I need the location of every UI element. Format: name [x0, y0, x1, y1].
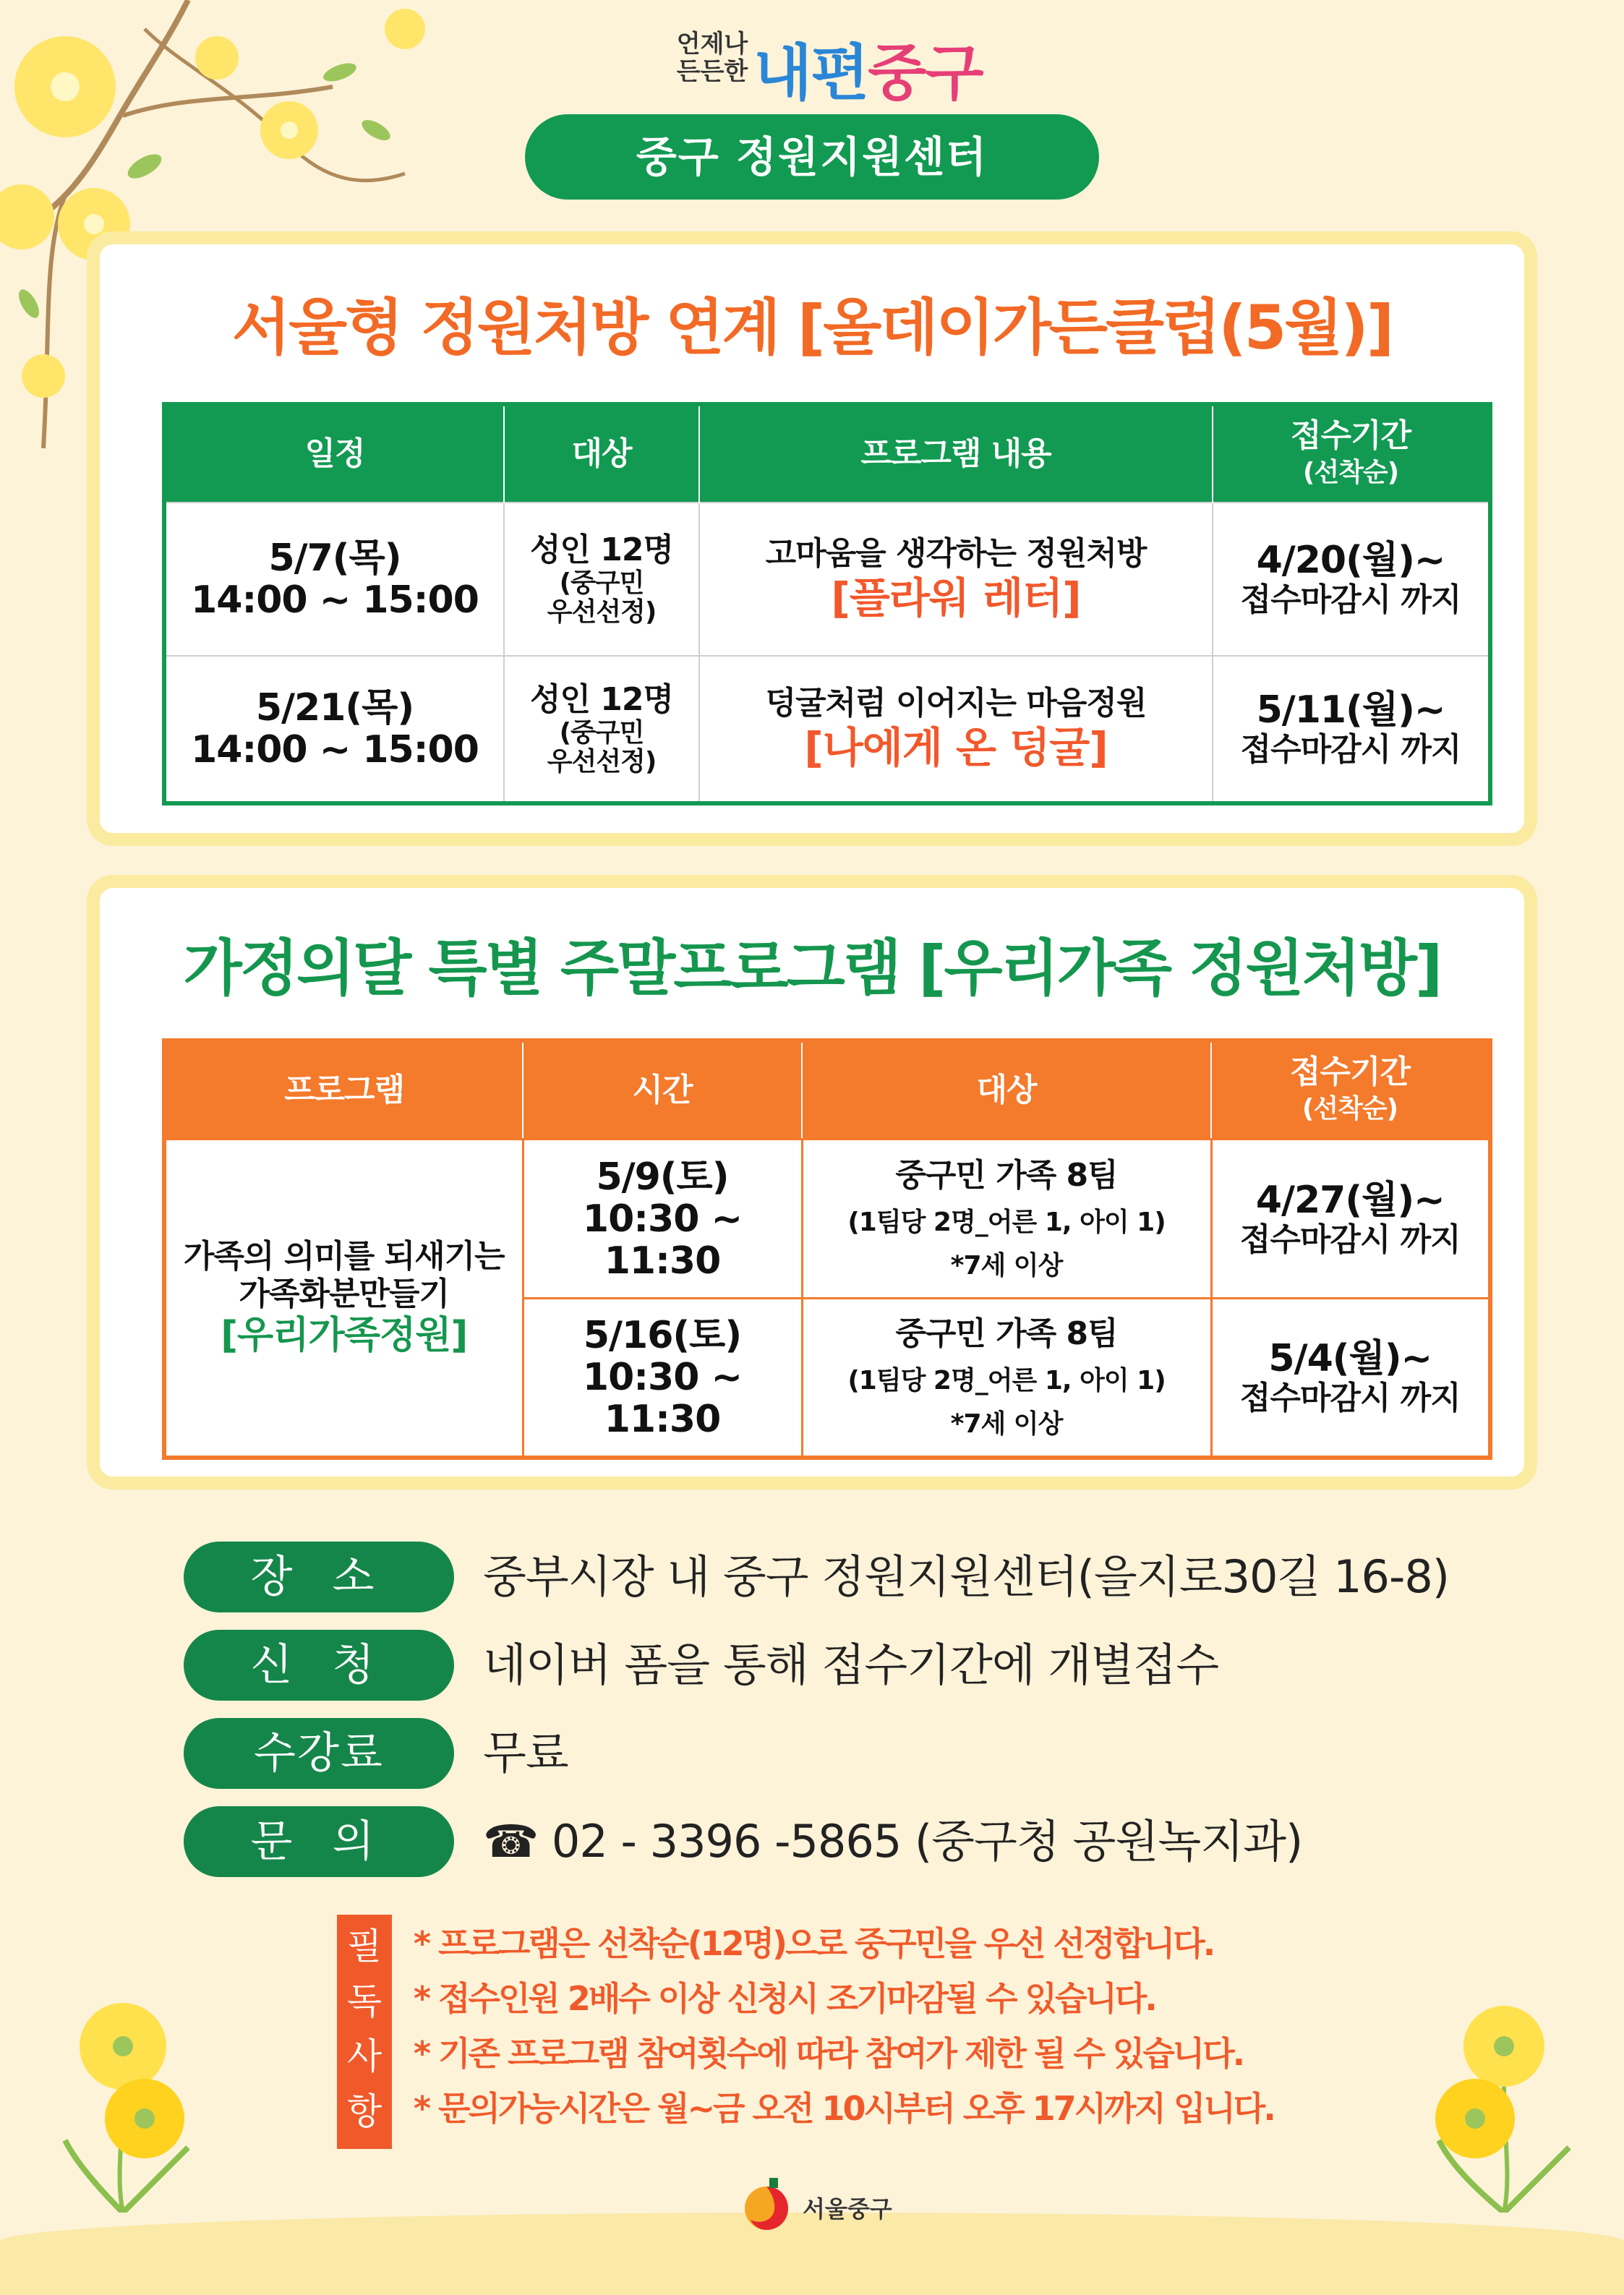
- col-schedule-header: 일정: [164, 404, 504, 503]
- info-text-fee: 무료: [483, 1727, 568, 1779]
- row-target: 중구민 가족 8팀: [895, 1156, 1118, 1194]
- program-desc-line-2: 가족화분만들기: [239, 1275, 450, 1312]
- row-apply-note: 접수마감시 까지: [1240, 581, 1461, 618]
- col-target-header: 대상: [802, 1040, 1211, 1140]
- table-row: [164, 503, 1490, 656]
- col-target-header: 대상: [504, 404, 699, 503]
- footer-logo-text: 서울중구: [803, 2195, 892, 2223]
- col-content-header: 프로그램 내용: [699, 404, 1213, 503]
- row-time: 10:30 ~ 11:30: [582, 1355, 743, 1441]
- col-apply-header: [1213, 404, 1490, 503]
- row-age-note: *7세 이상: [950, 1409, 1063, 1439]
- row-apply-note: 접수마감시 까지: [1240, 731, 1461, 768]
- row-time: 14:00 ~ 15:00: [191, 728, 479, 772]
- program2-card: [87, 875, 1537, 1490]
- row-program-name: [나에게 온 덩굴]: [804, 723, 1108, 772]
- must-read-char: 독: [346, 1980, 383, 2022]
- row-desc: 덩굴처럼 이어지는 마음정원: [765, 685, 1147, 722]
- slogan-small-line-1: 언제나: [676, 30, 748, 59]
- info-text-apply: 네이버 폼을 통해 접수기간에 개별접수: [483, 1638, 1219, 1691]
- must-read-char: 항: [346, 2090, 383, 2132]
- seoul-junggu-logo-icon: [738, 2176, 795, 2234]
- must-read-char: 사: [346, 2035, 383, 2077]
- info-label-contact: 문 의: [184, 1806, 454, 1877]
- row-date: 5/7(목): [268, 537, 401, 580]
- program1-table: [162, 402, 1492, 805]
- col-program-header: 프로그램: [164, 1040, 523, 1140]
- row-target: 성인 12명: [529, 531, 674, 568]
- row-apply-note: 접수마감시 까지: [1239, 1221, 1461, 1258]
- row-apply-date: 4/27(월)~: [1255, 1178, 1445, 1222]
- row-apply-date: 4/20(월)~: [1256, 539, 1445, 582]
- bottom-ground: [0, 2213, 1624, 2295]
- notice-line: * 문의가능시간은 월~금 오전 10시부터 오후 17시까지 입니다.: [414, 2089, 1274, 2128]
- slogan-big-2: 중구: [868, 38, 983, 108]
- info-text-contact: ☎ 02 - 3396 -5865 (중구청 공원녹지과): [483, 1815, 1303, 1868]
- must-read-char: 필: [346, 1926, 383, 1967]
- program2-header-row: [164, 1040, 1490, 1140]
- row-target-note: (1팀당 2명_어른 1, 아이 1): [847, 1365, 1166, 1396]
- col-apply-header-label: 접수기간: [1290, 416, 1411, 454]
- col-apply-header-note: (선착순): [1302, 1093, 1398, 1124]
- row-date: 5/9(토): [596, 1155, 729, 1199]
- slogan-big-1: 내편: [753, 38, 868, 108]
- row-apply-date: 5/4(월)~: [1268, 1336, 1432, 1380]
- row-date: 5/21(목): [255, 686, 414, 730]
- info-label-fee: 수강료: [184, 1718, 454, 1789]
- row-date: 5/16(토): [583, 1313, 742, 1357]
- notice-line: * 프로그램은 선착순(12명)으로 중구민을 우선 선정합니다.: [414, 1924, 1214, 1963]
- row-time: 14:00 ~ 15:00: [191, 578, 479, 622]
- program2-title: 가정의달 특별 주말프로그램 [우리가족 정원처방]: [183, 933, 1441, 1004]
- notice-line: * 기존 프로그램 참여횟수에 따라 참여가 제한 될 수 있습니다.: [414, 2034, 1244, 2073]
- row-target-note: 우선선정): [547, 747, 657, 777]
- row-target-note: 우선선정): [547, 597, 657, 627]
- program1-title: 서울형 정원처방 연계 [올데이가든클럽(5월)]: [231, 292, 1393, 363]
- program-cell: [164, 1140, 523, 1458]
- program2-table: [162, 1038, 1492, 1460]
- col-apply-header-note: (선착순): [1302, 457, 1399, 487]
- bottom-right-flower-illustration: [1417, 1996, 1591, 2213]
- table-row: [164, 1140, 1490, 1299]
- info-label-apply: 신 청: [184, 1630, 454, 1701]
- slogan-small-line-2: 든든한: [676, 57, 748, 86]
- notice-line: * 접수인원 2배수 이상 신청시 조기마감될 수 있습니다.: [414, 1979, 1155, 2018]
- center-name-badge: 중구 정원지원센터: [525, 114, 1099, 200]
- col-time-header: 시간: [523, 1040, 802, 1140]
- row-target: 중구민 가족 8팀: [895, 1315, 1118, 1352]
- row-target-note: (중구민: [559, 718, 644, 748]
- bottom-left-flower-illustration: [43, 1996, 217, 2213]
- row-desc: 고마움을 생각하는 정원처방: [765, 535, 1147, 572]
- slogan-small: [672, 30, 752, 85]
- row-apply-note: 접수마감시 까지: [1239, 1379, 1461, 1416]
- row-target-note: (1팀당 2명_어른 1, 아이 1): [847, 1207, 1166, 1237]
- row-age-note: *7세 이상: [950, 1250, 1063, 1281]
- program-name: [우리가족정원]: [221, 1313, 468, 1357]
- col-apply-header: [1211, 1040, 1490, 1140]
- row-apply-date: 5/11(월)~: [1256, 688, 1445, 732]
- row-time: 10:30 ~ 11:30: [582, 1197, 743, 1283]
- must-read-label: [337, 1915, 392, 2149]
- program1-header-row: [164, 404, 1490, 503]
- program-desc-line-1: 가족의 의미를 되새기는: [183, 1237, 505, 1275]
- slogan-logo: [753, 25, 983, 112]
- program1-card: [87, 231, 1537, 846]
- col-apply-header-label: 접수기간: [1289, 1053, 1410, 1090]
- row-target: 성인 12명: [529, 681, 674, 718]
- info-label-location: 장 소: [184, 1542, 454, 1612]
- table-row: [164, 656, 1490, 803]
- row-target-note: (중구민: [559, 568, 644, 598]
- row-program-name: [플라워 레터]: [831, 573, 1081, 623]
- info-text-location: 중부시장 내 중구 정원지원센터(을지로30길 16-8): [483, 1550, 1449, 1603]
